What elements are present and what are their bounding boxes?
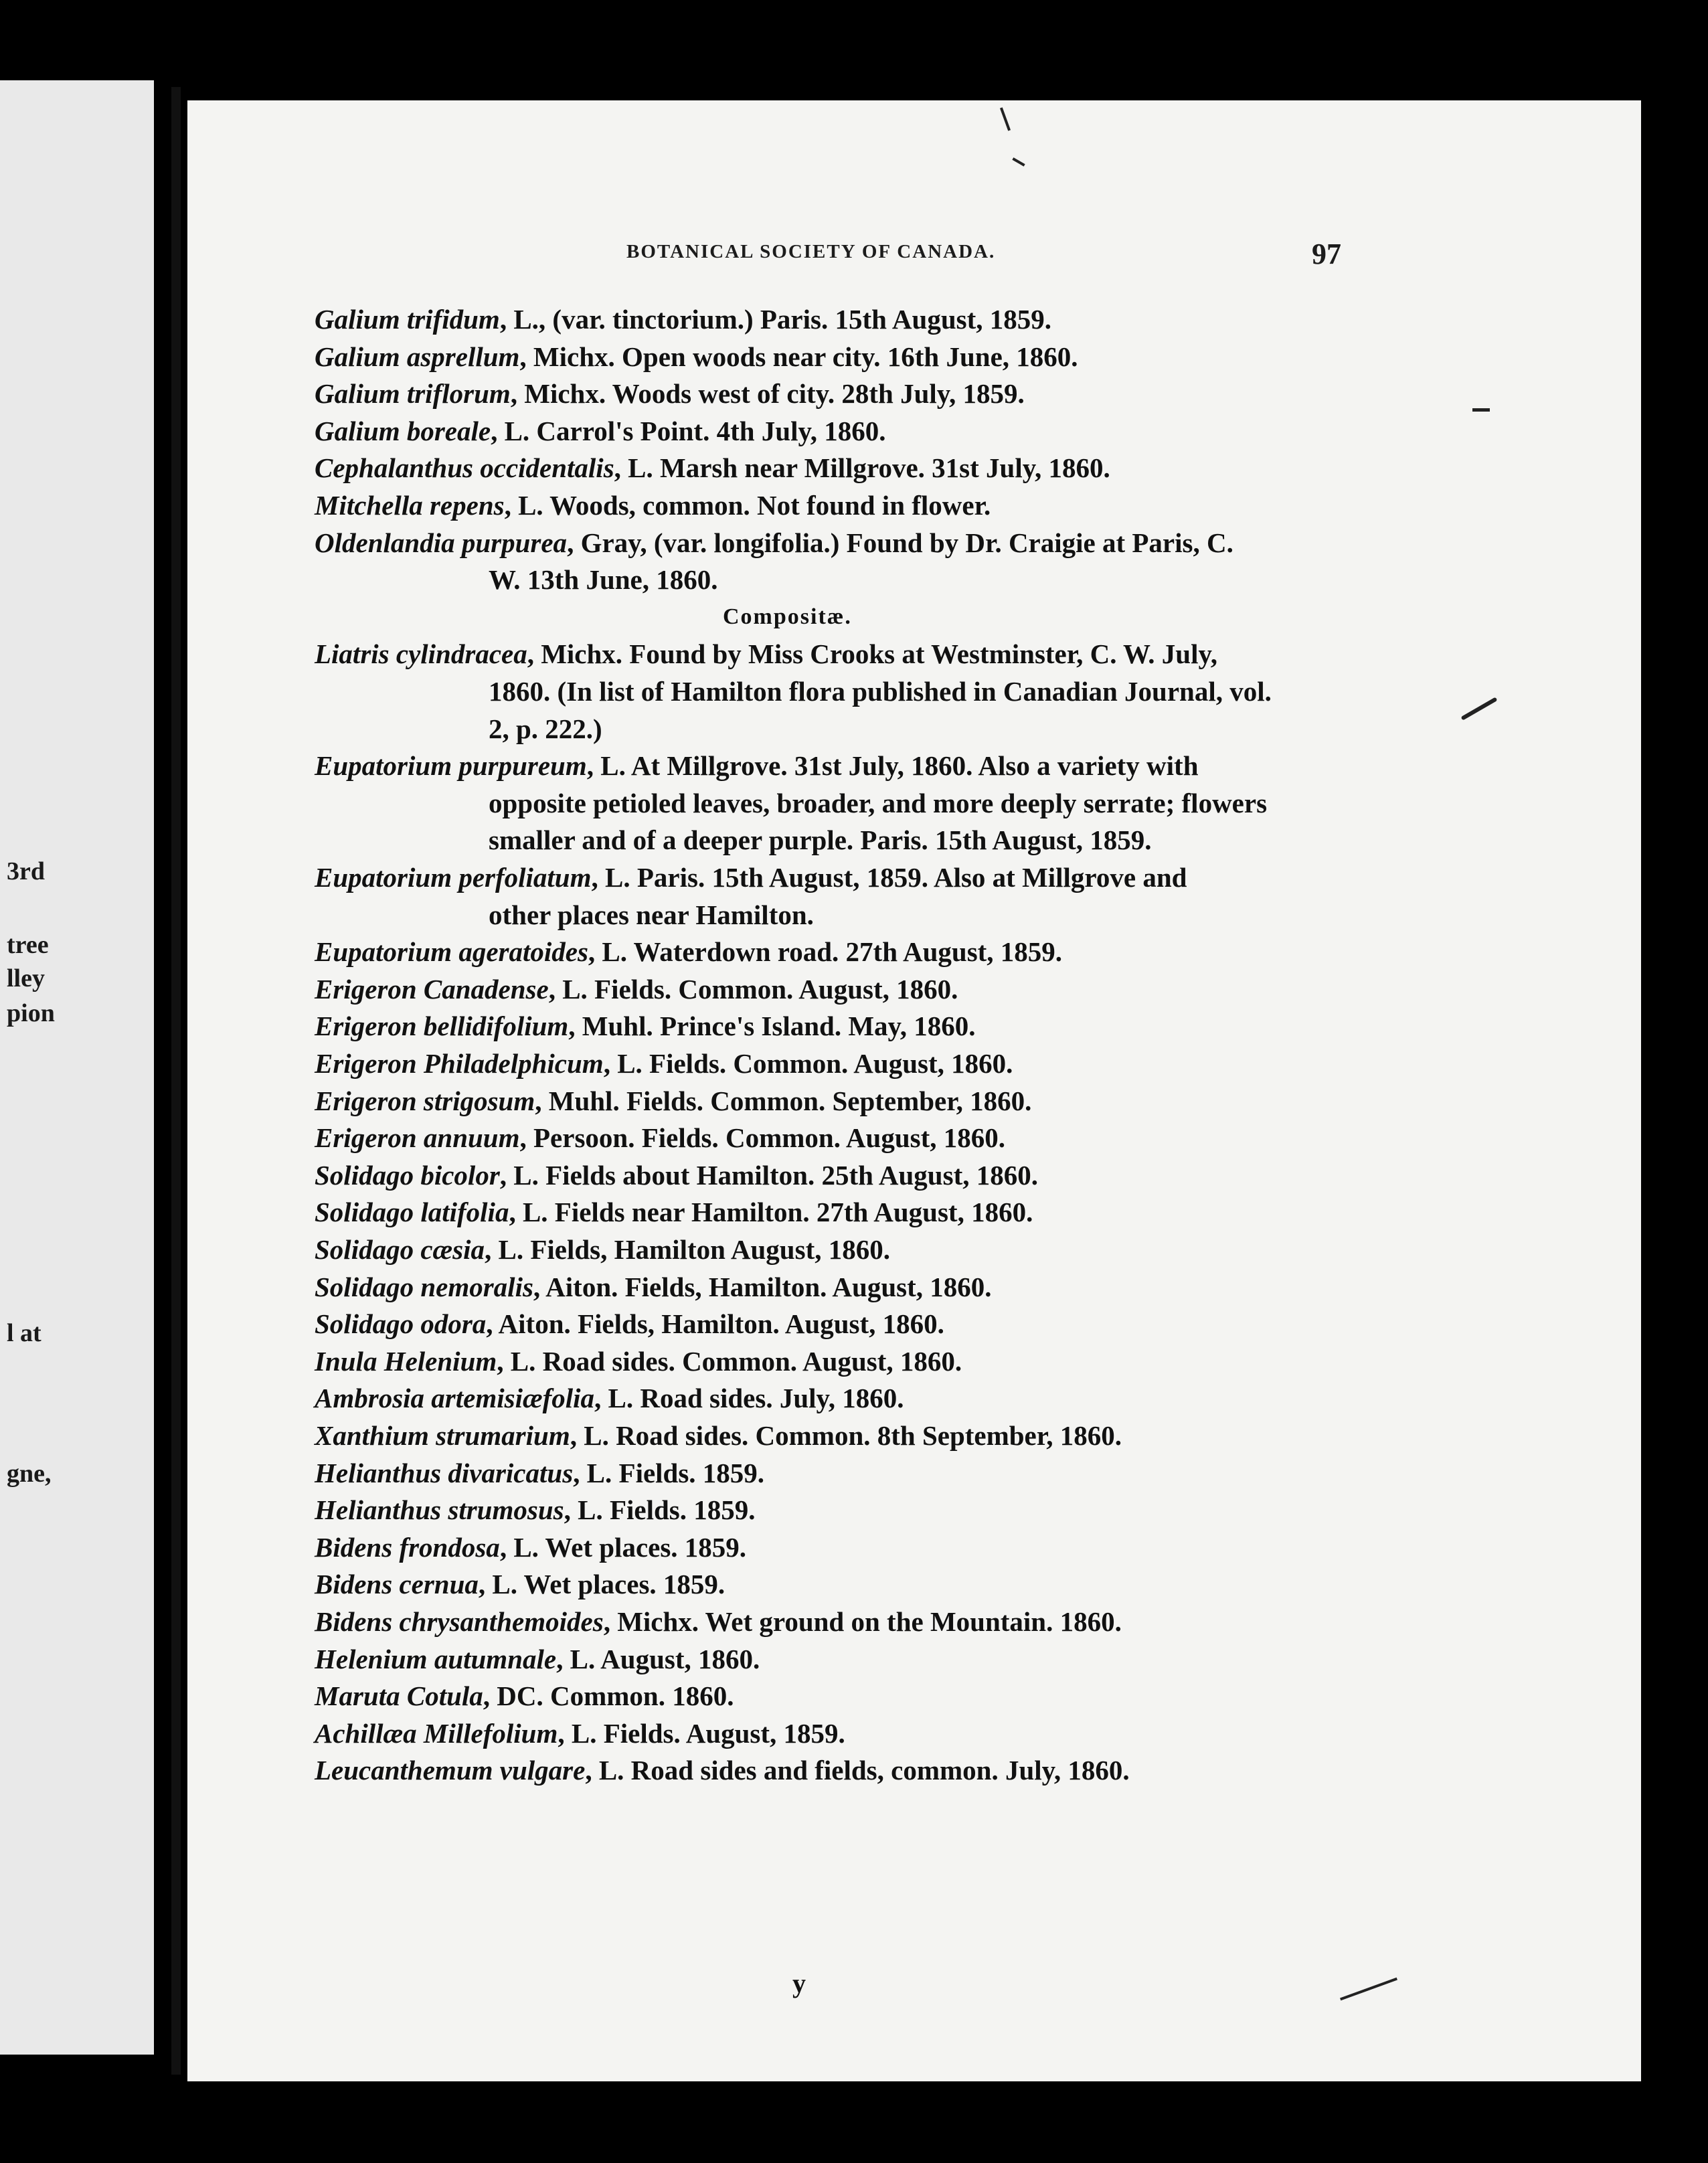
entry-line	[315, 636, 1272, 673]
entry-line	[315, 1641, 760, 1678]
species-entry	[315, 1083, 1031, 1120]
species-name: Erigeron bellidifolium	[315, 1011, 569, 1042]
species-entry	[315, 934, 1062, 971]
entry-line	[315, 1120, 1005, 1157]
scan-speck	[1472, 408, 1490, 412]
species-name: Achillæa Millefolium	[315, 1717, 558, 1749]
species-name: Eupatorium perfoliatum	[315, 862, 592, 893]
fragment-text: tree	[7, 931, 49, 959]
species-entry	[315, 1343, 962, 1381]
species-name: Helianthus strumosus	[315, 1494, 564, 1526]
entry-line	[315, 1194, 1033, 1231]
species-entry	[315, 1529, 746, 1567]
entry-line	[315, 339, 1078, 376]
species-name: Erigeron annuum	[315, 1122, 520, 1154]
entry-details: , L. Woods, common. Not found in flower.	[504, 490, 991, 521]
entry-details: , L. Fields about Hamilton. 25th August, 1860.	[499, 1159, 1038, 1191]
species-name: Solidago bicolor	[315, 1159, 500, 1191]
entry-details: , L. Road sides and fields, common. July, 1860.	[585, 1755, 1130, 1786]
species-name: Bidens frondosa	[315, 1531, 500, 1563]
entry-line	[315, 1715, 845, 1753]
entry-details: , Persoon. Fields. Common. August, 1860.	[519, 1122, 1006, 1154]
species-name: Helianthus divaricatus	[315, 1457, 574, 1488]
entry-line	[315, 1008, 976, 1045]
entry-line	[315, 1343, 962, 1381]
scan-speck	[1000, 107, 1011, 131]
species-entry	[315, 1380, 904, 1417]
species-entry	[315, 525, 1233, 599]
species-entry	[315, 1752, 1130, 1790]
species-name: Erigeron Canadense	[315, 973, 549, 1005]
entry-details: , L. Road sides. July, 1860.	[594, 1383, 904, 1414]
entry-details: , L. Fields. Common. August, 1860.	[603, 1048, 1013, 1079]
species-name: Ambrosia artemisiæfolia	[315, 1383, 595, 1414]
entry-line	[315, 450, 1110, 487]
entry-details: , L. Carrol's Point. 4th July, 1860.	[491, 415, 886, 446]
species-entry	[315, 636, 1272, 748]
entry-line	[315, 1455, 764, 1492]
entry-details: , Muhl. Prince's Island. May, 1860.	[568, 1011, 976, 1042]
species-name: Galium trifidum	[315, 304, 500, 335]
species-name: Helenium autumnale	[315, 1643, 557, 1674]
entry-line	[315, 1492, 755, 1529]
entry-line	[315, 1380, 904, 1417]
entry-details: , DC. Common. 1860.	[483, 1680, 734, 1712]
page-gutter	[171, 87, 181, 2075]
species-name: Xanthium strumarium	[315, 1420, 570, 1451]
species-name: Solidago odora	[315, 1308, 487, 1340]
species-name: Eupatorium ageratoides	[315, 936, 588, 968]
entry-details: , L. At Millgrove. 31st July, 1860. Also a variety with	[586, 750, 1199, 782]
species-name: Cephalanthus occidentalis	[315, 452, 614, 484]
entry-details: , L., (var. tinctorium.) Paris. 15th August, 1859.	[499, 304, 1051, 335]
entry-details: , L. Wet places. 1859.	[478, 1569, 725, 1600]
species-entry	[315, 1715, 845, 1753]
species-entry	[315, 971, 958, 1009]
entry-details: , Michx. Wet ground on the Mountain. 1860.	[603, 1606, 1122, 1637]
entry-line	[315, 1678, 734, 1715]
entry-continuation: smaller and of a deeper purple. Paris. 15th August, 1859.	[489, 825, 1152, 856]
species-name: Inula Helenium	[315, 1345, 497, 1377]
entry-details: , L. Fields. 1859.	[573, 1457, 765, 1488]
species-name: Erigeron Philadelphicum	[315, 1048, 604, 1079]
entry-line	[315, 1566, 725, 1604]
species-entry	[315, 1194, 1033, 1231]
entry-line	[315, 1306, 944, 1343]
entry-details: , L. Paris. 15th August, 1859. Also at Millgrove and	[591, 862, 1187, 893]
entry-details: , Michx. Found by Miss Crooks at Westminster, C. W. July,	[527, 638, 1217, 670]
species-name: Solidago cæsia	[315, 1234, 485, 1265]
entry-line	[315, 971, 958, 1009]
entry-details: , L. August, 1860.	[556, 1643, 760, 1674]
entry-line	[315, 934, 1062, 971]
entry-continuation: other places near Hamilton.	[489, 899, 814, 930]
scan-speck	[1461, 697, 1498, 720]
species-entry	[315, 1641, 760, 1678]
species-entry	[315, 1306, 944, 1343]
entry-details: , L. Road sides. Common. August, 1860.	[497, 1345, 962, 1377]
species-entry	[315, 1492, 755, 1529]
species-name: Erigeron strigosum	[315, 1085, 535, 1116]
scan-speck	[1340, 1978, 1397, 2001]
species-name: Galium boreale	[315, 415, 491, 446]
species-entry	[315, 375, 1025, 413]
entry-line	[315, 1269, 992, 1306]
entry-details: , L. Fields. Common. August, 1860.	[548, 973, 958, 1005]
species-entry	[315, 301, 1051, 339]
entry-details: , Muhl. Fields. Common. September, 1860.	[535, 1085, 1032, 1116]
species-entry	[315, 450, 1110, 487]
species-name: Eupatorium purpureum	[315, 750, 587, 782]
fragment-text: 3rd	[7, 857, 45, 885]
species-entry	[315, 1417, 1122, 1455]
entry-details: , L. Road sides. Common. 8th September, 1860.	[570, 1420, 1122, 1451]
entry-details: , L. Fields. 1859.	[564, 1494, 756, 1526]
fragment-text: l at	[7, 1319, 41, 1347]
species-name: Liatris cylindracea	[315, 638, 527, 670]
entry-line	[315, 1529, 746, 1567]
species-entry	[315, 487, 991, 525]
species-entry	[315, 1120, 1005, 1157]
fragment-text: gne,	[7, 1460, 52, 1488]
entry-details: , Aiton. Fields, Hamilton. August, 1860.	[486, 1308, 944, 1340]
entry-line	[315, 525, 1233, 562]
species-entry	[315, 1231, 890, 1269]
running-head: BOTANICAL SOCIETY OF CANADA.	[626, 241, 996, 262]
entry-details: , L. Fields near Hamilton. 27th August, 1860.	[509, 1197, 1033, 1228]
species-entry	[315, 1157, 1038, 1195]
entry-line	[315, 1231, 890, 1269]
species-name: Bidens chrysanthemoides	[315, 1606, 604, 1637]
entry-line	[315, 413, 885, 450]
species-entry	[315, 1678, 734, 1715]
entry-continuation: 2, p. 222.)	[489, 713, 602, 744]
entry-details: , Aiton. Fields, Hamilton. August, 1860.	[533, 1271, 992, 1302]
entry-line	[315, 859, 1187, 897]
species-entry	[315, 859, 1187, 934]
species-name: Leucanthemum vulgare	[315, 1755, 586, 1786]
entry-line	[315, 487, 991, 525]
species-name: Mitchella repens	[315, 490, 505, 521]
page-number: 97	[1312, 238, 1341, 270]
species-name: Galium asprellum	[315, 341, 520, 372]
entry-line	[315, 1083, 1031, 1120]
species-entry	[315, 1008, 976, 1045]
section-heading: Compositæ.	[723, 604, 852, 629]
species-name: Galium triflorum	[315, 378, 511, 410]
species-entry	[315, 1045, 1013, 1083]
entry-continuation: opposite petioled leaves, broader, and more deeply serrate; flowers	[489, 787, 1268, 818]
scan-speck	[1012, 157, 1025, 166]
entry-details: , Michx. Open woods near city. 16th June, 1860.	[519, 341, 1078, 372]
species-name: Oldenlandia purpurea	[315, 527, 568, 558]
page-header	[187, 238, 1641, 274]
entry-line	[315, 301, 1051, 339]
entry-line	[315, 1604, 1122, 1641]
entry-line	[315, 1157, 1038, 1195]
facing-page-fragment	[0, 80, 154, 2055]
fragment-text: pion	[7, 999, 55, 1027]
species-entry	[315, 748, 1267, 859]
fragment-text: lley	[7, 964, 45, 992]
entry-line	[315, 748, 1267, 785]
entry-details: , L. Waterdown road. 27th August, 1859.	[588, 936, 1063, 968]
entry-continuation: 1860. (In list of Hamilton flora published in Canadian Journal, vol.	[489, 675, 1272, 707]
entry-details: , Michx. Woods west of city. 28th July, 1859.	[510, 378, 1025, 410]
entry-continuation: W. 13th June, 1860.	[489, 564, 718, 596]
species-entry	[315, 413, 885, 450]
entry-line	[315, 375, 1025, 413]
document-page	[187, 100, 1641, 2081]
species-name: Bidens cernua	[315, 1569, 479, 1600]
entry-line	[315, 1045, 1013, 1083]
entry-details: , Gray, (var. longifolia.) Found by Dr. Craigie at Paris, C.	[567, 527, 1233, 558]
species-name: Maruta Cotula	[315, 1680, 483, 1712]
species-entry	[315, 1566, 725, 1604]
species-name: Solidago latifolia	[315, 1197, 509, 1228]
species-name: Solidago nemoralis	[315, 1271, 533, 1302]
entry-line	[315, 1752, 1130, 1790]
entry-details: , L. Fields, Hamilton August, 1860.	[485, 1234, 890, 1265]
species-entry	[315, 1604, 1122, 1641]
entry-details: , L. Wet places. 1859.	[499, 1531, 747, 1563]
entry-details: , L. Fields. August, 1859.	[558, 1717, 845, 1749]
signature-mark: y	[792, 1968, 806, 1998]
entry-details: , L. Marsh near Millgrove. 31st July, 1860.	[614, 452, 1110, 484]
entry-line	[315, 1417, 1122, 1455]
species-entry	[315, 1269, 992, 1306]
species-entry	[315, 339, 1078, 376]
species-entry	[315, 1455, 764, 1492]
